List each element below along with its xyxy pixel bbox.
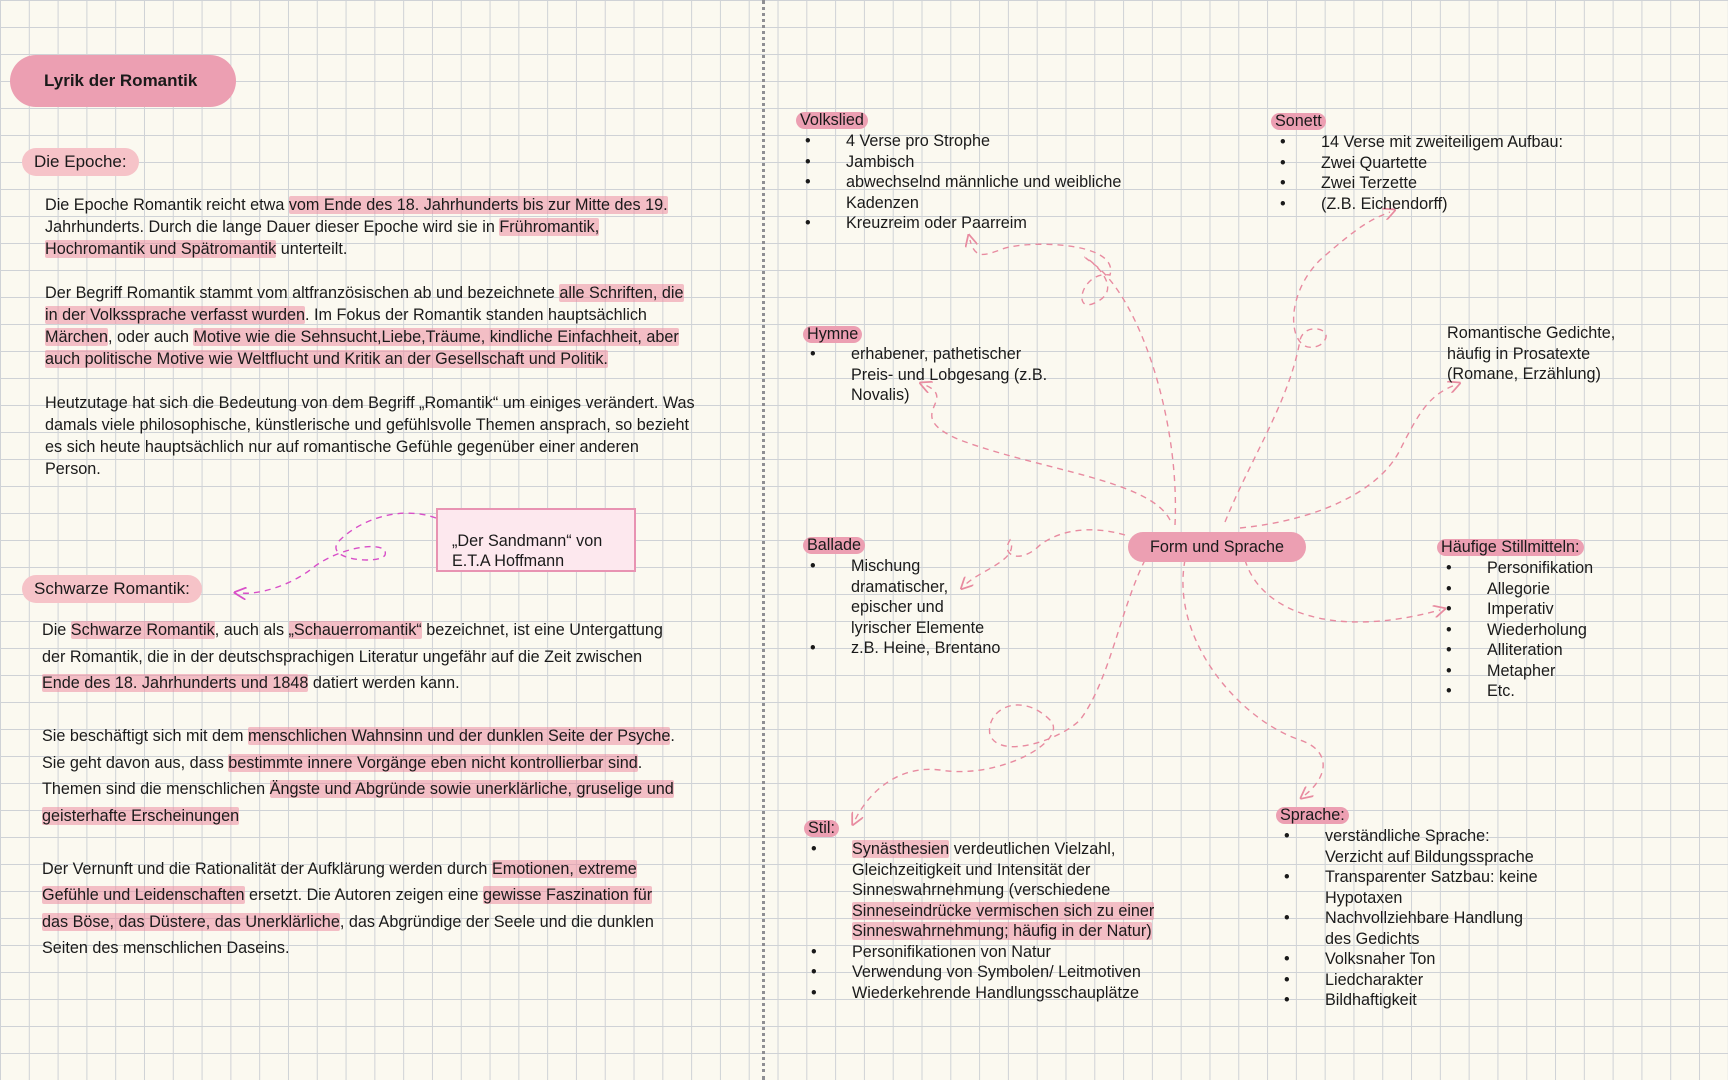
highlight: Gefühle und Leidenschaften — [42, 886, 245, 904]
text-run: Themen sind die menschlichen — [42, 780, 270, 798]
list-item: • Transparenter Satzbau: keine — [1325, 867, 1538, 888]
mindmap-center: Form und Sprache — [1128, 532, 1306, 562]
text-run: Sie beschäftigt sich mit dem — [42, 727, 249, 745]
highlight: „Schauerromantik“ — [288, 621, 422, 639]
list-item: • Personifikationen von Natur — [852, 942, 1154, 963]
list-item-continuation — [852, 880, 1154, 901]
sandmann-line: „Der Sandmann“ von — [452, 532, 603, 550]
text-run: bezeichnet, ist eine Untergattung — [421, 621, 663, 639]
text-line: es sich heute hauptsächlich nur auf romantische Gefühle gegenüber einer anderen — [45, 438, 639, 456]
sonett-list — [1321, 132, 1563, 214]
highlight: in der Volkssprache verfasst wurden — [45, 306, 306, 324]
ballade-list — [851, 556, 1000, 659]
section-label-schwarze-romantik: Schwarze Romantik: — [22, 575, 202, 603]
list-item: • (Z.B. Eichendorff) — [1321, 194, 1563, 215]
prosa-line: häufig in Prosatexte — [1447, 344, 1591, 363]
highlight: Ängste und Abgründe sowie unerklärliche, gruselige und — [269, 780, 674, 798]
text-run: verdeutlichen Vielzahl, — [949, 840, 1116, 858]
list-item: • Jambisch — [846, 152, 1121, 173]
list-item: • Alliteration — [1487, 640, 1593, 661]
text-line: Person. — [45, 460, 101, 478]
list-item: • Zwei Quartette — [1321, 153, 1563, 174]
stilmittel-label: Häufige Stillmitteln: — [1437, 539, 1584, 556]
volkslied-list — [846, 131, 1121, 234]
list-item-continuation — [1325, 888, 1538, 909]
list-item: • z.B. Heine, Brentano — [851, 638, 1000, 659]
highlight: vom Ende des 18. Jahrhunderts bis zur Mitte des 19. — [288, 196, 668, 214]
stilmittel-list — [1487, 558, 1593, 702]
text-line: Heutzutage hat sich die Bedeutung von dem Begriff „Romantik“ um einiges verändert. Was — [45, 394, 695, 412]
hymne-list — [851, 344, 1047, 406]
continuation-text: epischer und — [851, 598, 944, 616]
continuation-text: dramatischer, — [851, 577, 949, 596]
list-item: • Wiederkehrende Handlungsschauplätze — [852, 983, 1154, 1004]
text-run: . Im Fokus der Romantik standen hauptsächlich — [305, 306, 647, 324]
highlight: Frühromantik, — [499, 218, 600, 236]
continuation-text: Verzicht auf Bildungssprache — [1325, 847, 1534, 866]
text-run: Jahrhunderts. Durch die lange Dauer dieser Epoche wird sie in — [45, 218, 500, 236]
list-item-continuation — [851, 577, 1000, 598]
highlight: Schwarze Romantik — [70, 621, 215, 639]
list-item-continuation — [852, 901, 1154, 922]
text-run: Sie geht davon aus, dass — [42, 753, 229, 772]
arrow-to-prosa — [1240, 385, 1455, 528]
stil-label: Stil: — [804, 820, 839, 837]
section-label-epoche: Die Epoche: — [22, 148, 139, 176]
list-item: • Metapher — [1487, 661, 1593, 682]
text-run: , oder auch — [107, 328, 194, 346]
epoche-text — [45, 194, 695, 480]
list-item: • Volksnaher Ton — [1325, 949, 1538, 970]
volkslied-label: Volkslied — [796, 112, 868, 129]
text-run: Der Begriff Romantik stammt vom altfranzösischen ab und bezeichnete — [45, 284, 560, 302]
list-item: • Personifikation — [1487, 558, 1593, 579]
continuation-text: Kadenzen — [846, 193, 919, 212]
continuation-text: Gleichzeitigkeit und Intensität der — [852, 860, 1091, 879]
continuation-text: Sinneswahrnehmung (verschiedene — [852, 881, 1111, 899]
highlight: Ende des 18. Jahrhunderts und 1848 — [42, 674, 309, 692]
page-divider — [762, 0, 765, 1080]
continuation-text: Hypotaxen — [1325, 888, 1403, 907]
text-run: ersetzt. Die Autoren zeigen eine — [244, 886, 483, 904]
prosa-line: (Romane, Erzählung) — [1447, 365, 1601, 383]
text-run: Die — [42, 621, 71, 639]
prosa-note — [1447, 323, 1615, 385]
highlight: menschlichen Wahnsinn und der dunklen Seite der Psyche — [248, 727, 671, 745]
hymne-label: Hymne — [803, 326, 862, 343]
ballade-label: Ballade — [803, 537, 865, 554]
text-run: , das Abgründige der Seele und die dunklen — [339, 912, 654, 931]
arrow-to-sprache — [1183, 560, 1323, 795]
list-item — [852, 839, 1154, 860]
text-run: datiert werden kann. — [308, 674, 460, 692]
list-item: • Bildhaftigkeit — [1325, 990, 1538, 1011]
continuation-text: Novalis) — [851, 386, 910, 404]
highlight: gewisse Faszination für — [482, 886, 653, 904]
list-item-continuation — [1325, 929, 1538, 950]
list-item: • Mischung — [851, 556, 1000, 577]
list-item: • erhabener, pathetischer — [851, 344, 1047, 365]
list-item-continuation — [851, 618, 1000, 639]
list-item: • Allegorie — [1487, 579, 1593, 600]
list-item: • 14 Verse mit zweiteiligem Aufbau: — [1321, 132, 1563, 153]
list-item: • Zwei Terzette — [1321, 173, 1563, 194]
list-item-continuation — [851, 385, 1047, 406]
highlight: geisterhafte Erscheinungen — [42, 806, 240, 825]
list-item: • abwechselnd männliche und weibliche — [846, 172, 1121, 193]
sonett-label: Sonett — [1271, 113, 1326, 130]
list-item: • verständliche Sprache: — [1325, 826, 1538, 847]
highlight: auch politische Motive wie Weltflucht und Kritik an der Gesellschaft und Politik. — [45, 350, 608, 368]
prosa-line: Romantische Gedichte, — [1447, 324, 1616, 342]
arrow-sandmann-to-schwarze — [240, 513, 436, 593]
list-item: • Liedcharakter — [1325, 970, 1538, 991]
sandmann-box — [436, 508, 636, 572]
schwarze-text — [42, 617, 675, 962]
arrow-to-stilmittel — [1245, 560, 1440, 622]
page-title: Lyrik der Romantik — [10, 55, 236, 107]
highlight: bestimmte innere Vorgänge eben nicht kontrollierbar sind — [228, 753, 638, 772]
highlight: Märchen — [45, 328, 108, 346]
highlight: das Böse, das Düstere, das Unerklärliche — [42, 912, 340, 931]
text-run: unterteilt. — [276, 240, 348, 258]
list-item-continuation — [852, 860, 1154, 881]
text-run: . — [670, 727, 675, 745]
highlight: Emotionen, extreme — [491, 859, 637, 878]
list-item: • Etc. — [1487, 681, 1593, 702]
list-item: • Verwendung von Symbolen/ Leitmotiven — [852, 962, 1154, 983]
text-run: , auch als — [214, 621, 289, 639]
list-item-continuation — [846, 193, 1121, 214]
list-item: • Wiederholung — [1487, 620, 1593, 641]
list-item-continuation — [852, 921, 1154, 942]
text-line: Seiten des menschlichen Daseins. — [42, 939, 290, 957]
continuation-text: lyrischer Elemente — [851, 618, 985, 637]
stil-list — [852, 839, 1154, 1003]
sprache-label: Sprache: — [1276, 807, 1349, 824]
sandmann-line: E.T.A Hoffmann — [452, 552, 565, 570]
highlight: Motive wie die Sehnsucht,Liebe,Träume, kindliche Einfachheit, aber — [193, 328, 679, 346]
highlight: Sinneswahrnehmung; häufig in der Natur) — [852, 922, 1152, 940]
highlight: Hochromantik und Spätromantik — [45, 240, 277, 258]
text-line: damals viele philosophische, künstlerische und gefühlsvolle Themen ansprach, so bezieht — [45, 416, 689, 434]
highlight: alle Schriften, die — [559, 284, 684, 302]
sprache-list — [1325, 826, 1538, 1011]
arrow-to-sonett — [1225, 212, 1390, 522]
text-run: . — [637, 753, 643, 772]
text-run: Die Epoche Romantik reicht etwa — [45, 196, 289, 214]
highlight: Sinneseindrücke vermischen sich zu einer — [852, 901, 1155, 920]
list-item-continuation — [851, 365, 1047, 386]
text-run: Der Vernunft und die Rationalität der Aufklärung werden durch — [42, 859, 492, 878]
list-item: • Nachvollziehbare Handlung — [1325, 908, 1538, 929]
list-item: • Kreuzreim oder Paarreim — [846, 213, 1121, 234]
list-item-continuation — [851, 597, 1000, 618]
list-item-continuation — [1325, 847, 1538, 868]
continuation-text: Preis- und Lobgesang (z.B. — [851, 365, 1048, 384]
list-item: • 4 Verse pro Strophe — [846, 131, 1121, 152]
list-item: • Imperativ — [1487, 599, 1593, 620]
highlight: Synästhesien — [852, 840, 950, 858]
text-line: der Romantik, die in der deutschsprachigen Literatur ungefähr auf die Zeit zwischen — [42, 647, 643, 666]
continuation-text: des Gedichts — [1325, 929, 1420, 948]
